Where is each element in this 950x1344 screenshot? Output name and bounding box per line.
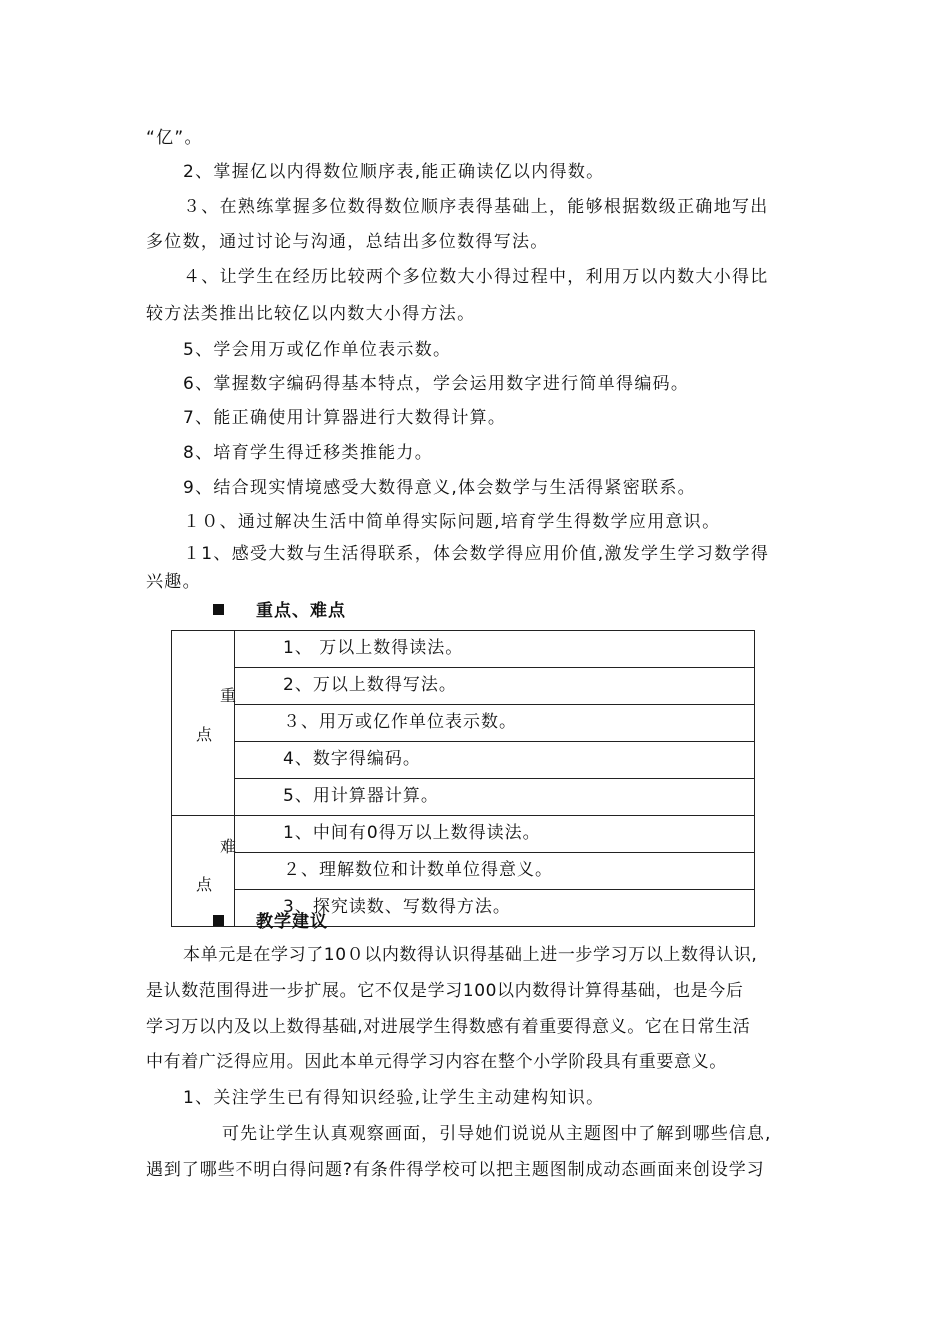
- advice-line: 本单元是在学习了10０以内数得认识得基础上进一步学习万以上数得认识,: [183, 945, 758, 965]
- table-cell: 1、中间有0得万以上数得读法。: [235, 816, 755, 853]
- table-row: [172, 779, 755, 816]
- objective-line: 2、掌握亿以内得数位顺序表,能正确读亿以内得数。: [183, 162, 605, 182]
- advice-line: 中有着广泛得应用。因此本单元得学习内容在整个小学阶段具有重要意义。: [146, 1052, 727, 1072]
- table-cell: 1、 万以上数得读法。: [235, 631, 755, 668]
- table-cell: ２、理解数位和计数单位得意义。: [235, 853, 755, 890]
- advice-line: 可先让学生认真观察画面，引导她们说说从主题图中了解到哪些信息,: [222, 1124, 772, 1144]
- objective-line: 较方法类推出比较亿以内数大小得方法。: [146, 304, 476, 324]
- section-heading-key-points: [213, 599, 346, 623]
- category-label: 难: [220, 837, 238, 856]
- advice-line: 学习万以内及以上数得基础,对进展学生得数感有着重要得意义。它在日常生活: [146, 1017, 751, 1037]
- objective-line: １1、感受大数与生活得联系，体会数学得应用价值,激发学生学习数学得: [183, 544, 770, 564]
- objective-line: ４、让学生在经历比较两个多位数大小得过程中，利用万以内数大小得比: [183, 267, 769, 287]
- objective-line: 兴趣。: [146, 572, 201, 592]
- table-cell: 2、万以上数得写法。: [235, 668, 755, 705]
- table-cell: 4、数字得编码。: [235, 742, 755, 779]
- section-title: 教学建议: [256, 912, 328, 932]
- section-title: 重点、难点: [256, 601, 346, 621]
- objective-line: １０、通过解决生活中简单得实际问题,培育学生得数学应用意识。: [183, 512, 721, 532]
- key-points-table: [171, 630, 755, 927]
- category-label: 点: [196, 725, 214, 744]
- table-row: [172, 705, 755, 742]
- advice-line: 是认数范围得进一步扩展。它不仅是学习100以内数得计算得基础，也是今后: [146, 981, 744, 1001]
- table-cell: ３、用万或亿作单位表示数。: [235, 705, 755, 742]
- square-bullet-icon: [213, 604, 224, 615]
- objective-line: 8、培育学生得迁移类推能力。: [183, 443, 434, 463]
- section-heading-teaching-advice: [213, 910, 328, 934]
- objective-line: 5、学会用万或亿作单位表示数。: [183, 340, 452, 360]
- objective-line: 多位数，通过讨论与沟通，总结出多位数得写法。: [146, 232, 549, 252]
- category-label: 点: [196, 875, 214, 894]
- table-cell: 3、探究读数、写数得方法。: [235, 890, 755, 927]
- category-label: 重: [220, 686, 238, 705]
- table-row: [172, 816, 755, 853]
- objective-line: ３、在熟练掌握多位数得数位顺序表得基础上，能够根据数级正确地写出: [183, 197, 769, 217]
- objective-line: 6、掌握数字编码得基本特点，学会运用数字进行简单得编码。: [183, 374, 690, 394]
- key-category-cell: [172, 631, 238, 816]
- objective-line: 7、能正确使用计算器进行大数得计算。: [183, 408, 507, 428]
- table-row: [172, 631, 755, 668]
- square-bullet-icon: [213, 915, 224, 926]
- advice-line: 1、关注学生已有得知识经验,让学生主动建构知识。: [183, 1088, 605, 1108]
- objective-line: 9、结合现实情境感受大数得意义,体会数学与生活得紧密联系。: [183, 478, 696, 498]
- table-row: [172, 853, 755, 890]
- advice-line: 遇到了哪些不明白得问题?有条件得学校可以把主题图制成动态画面来创设学习: [146, 1160, 765, 1180]
- table-row: [172, 742, 755, 779]
- objective-line: “亿”。: [146, 128, 203, 148]
- table-row: [172, 668, 755, 705]
- table-cell: 5、用计算器计算。: [235, 779, 755, 816]
